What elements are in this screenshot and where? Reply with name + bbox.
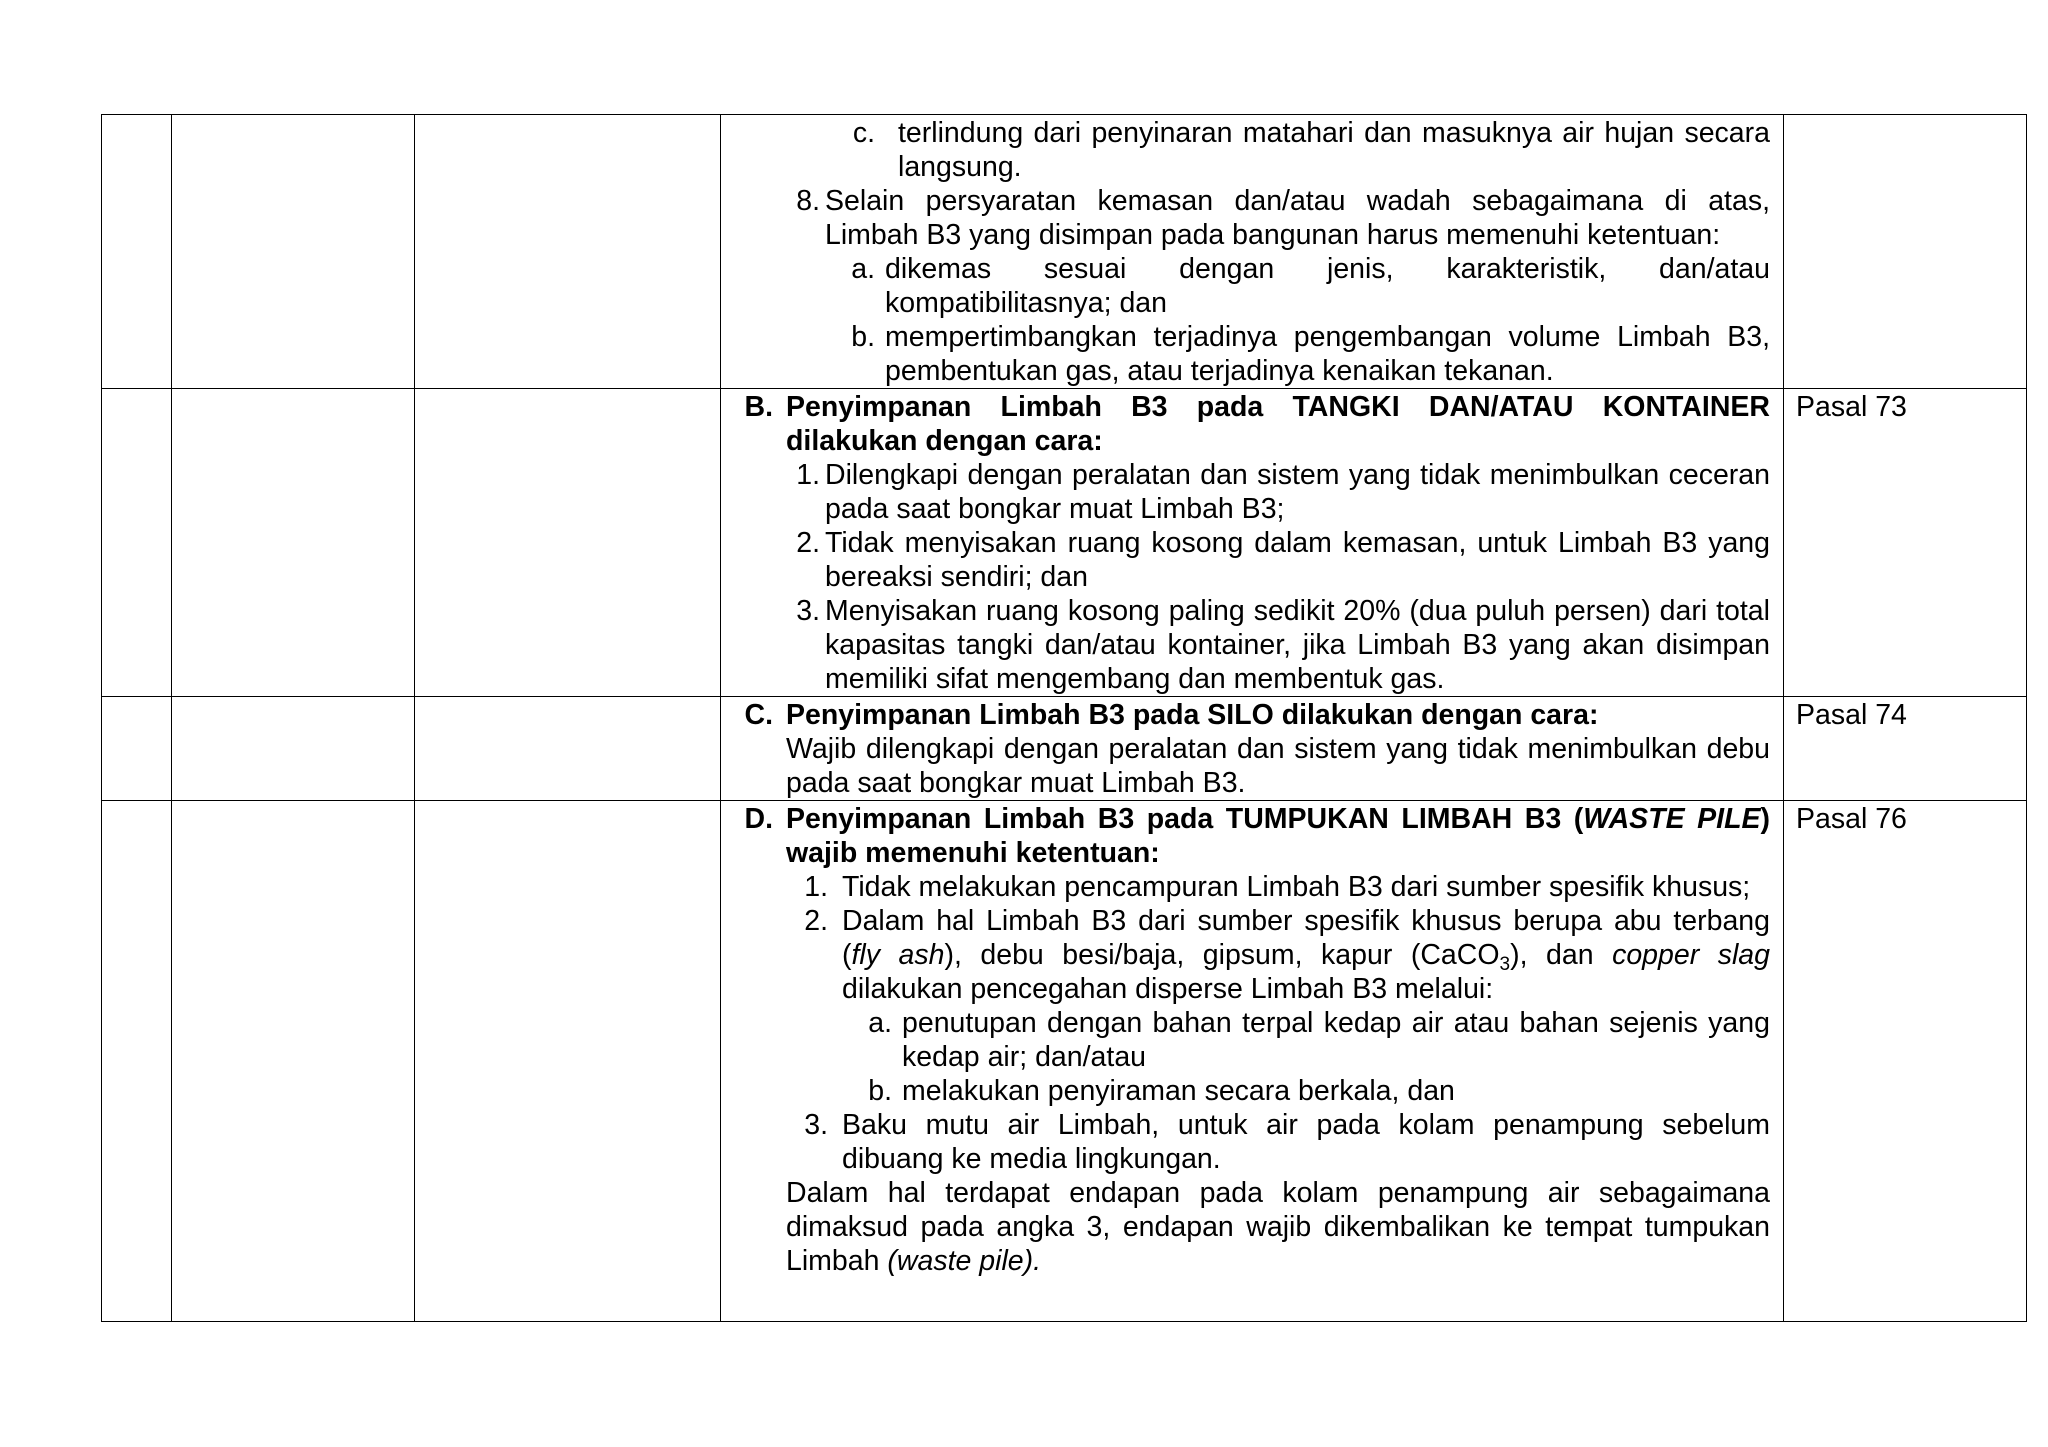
section-heading-text xyxy=(773,802,1770,870)
list-text: Dilengkapi dengan peralatan dan sistem yang tidak menimbulkan ceceran pada saat bongkar muat Limbah B3; xyxy=(825,459,1770,525)
text-italic: copper slag xyxy=(1612,939,1771,971)
list-text: terlindung dari penyinaran matahari dan masuknya air hujan secara langsung. xyxy=(898,117,1770,183)
text-subscript: 3 xyxy=(1499,954,1511,975)
text-run: ), dan xyxy=(1510,939,1613,971)
list-item xyxy=(743,1006,1770,1074)
text-run: ), debu besi/baja, gipsum, kapur (CaCO xyxy=(944,939,1500,971)
list-item xyxy=(743,526,1770,594)
list-marker: a. xyxy=(851,253,875,285)
list-marker: 3. xyxy=(804,1109,828,1141)
list-item xyxy=(743,458,1770,526)
text-italic: (waste pile). xyxy=(887,1245,1042,1277)
list-text: Baku mutu air Limbah, untuk air pada kolam penampung sebelum dibuang ke media lingkungan. xyxy=(842,1109,1770,1175)
article-reference: Pasal 73 xyxy=(1784,389,2027,697)
list-text: dikemas sesuai dengan jenis, karakteristik, dan/atau kompatibilitasnya; dan xyxy=(885,253,1770,319)
heading-part: ) wajib memenuhi ketentuan: xyxy=(786,803,1770,869)
list-item xyxy=(743,1074,1770,1108)
heading-part: Penyimpanan Limbah B3 pada TUMPUKAN LIMBAH B3 ( xyxy=(786,803,1584,835)
list-item xyxy=(743,904,1770,1006)
list-text: Selain persyaratan kemasan dan/atau wadah sebagaimana di atas, Limbah B3 yang disimpan pada bangunan harus memenuhi ketentuan: xyxy=(825,185,1770,251)
content-cell xyxy=(721,115,1784,389)
section-marker: B. xyxy=(744,391,773,423)
section-marker: C. xyxy=(744,699,773,731)
content-cell xyxy=(721,801,1784,1322)
heading-italic: WASTE PILE xyxy=(1583,803,1761,835)
list-marker: c. xyxy=(852,117,875,149)
list-text: mempertimbangkan terjadinya pengembangan volume Limbah B3, pembentukan gas, atau terjadinya kenaikan tekanan. xyxy=(885,321,1770,387)
section-heading xyxy=(743,802,1770,870)
list-marker: 8. xyxy=(796,185,820,217)
empty-cell xyxy=(102,115,172,389)
list-marker: b. xyxy=(868,1075,892,1107)
empty-cell xyxy=(102,801,172,1322)
list-item xyxy=(743,870,1770,904)
list-marker: a. xyxy=(868,1007,892,1039)
empty-cell xyxy=(102,389,172,697)
list-marker: 2. xyxy=(804,905,828,937)
table-row xyxy=(102,801,2027,1322)
empty-cell xyxy=(172,115,415,389)
empty-cell xyxy=(415,697,721,801)
article-reference: Pasal 76 xyxy=(1784,801,2027,1322)
list-item xyxy=(743,184,1770,252)
section-heading-text: Penyimpanan Limbah B3 pada TANGKI DAN/ATAU KONTAINER dilakukan dengan cara: xyxy=(786,391,1770,457)
list-item xyxy=(743,116,1770,184)
content-cell xyxy=(721,389,1784,697)
empty-cell xyxy=(415,115,721,389)
text-italic: fly ash xyxy=(851,939,945,971)
article-reference: Pasal 74 xyxy=(1784,697,2027,801)
section-heading-text: Penyimpanan Limbah B3 pada SILO dilakukan dengan cara: xyxy=(786,699,1599,731)
list-text: Menyisakan ruang kosong paling sedikit 20% (dua puluh persen) dari total kapasitas tangki dan/atau kontainer, jika Limbah B3 yang akan disimpan memiliki sifat mengembang dan membentuk gas. xyxy=(825,595,1770,695)
section-closing xyxy=(743,1176,1770,1278)
section-marker: D. xyxy=(744,803,773,835)
section-body: Wajib dilengkapi dengan peralatan dan sistem yang tidak menimbulkan debu pada saat bongkar muat Limbah B3. xyxy=(786,733,1770,799)
empty-cell xyxy=(415,389,721,697)
list-item xyxy=(743,1108,1770,1176)
list-marker: 2. xyxy=(796,527,820,559)
empty-cell xyxy=(102,697,172,801)
list-text: penutupan dengan bahan terpal kedap air atau bahan sejenis yang kedap air; dan/atau xyxy=(902,1007,1770,1073)
section-heading xyxy=(743,698,1770,732)
list-item xyxy=(743,252,1770,320)
list-marker: 3. xyxy=(796,595,820,627)
list-marker: b. xyxy=(851,321,875,353)
list-text xyxy=(828,904,1770,1006)
empty-cell xyxy=(415,801,721,1322)
table-row xyxy=(102,697,2027,801)
regulation-table xyxy=(101,114,2027,1322)
section-heading xyxy=(743,390,1770,458)
empty-cell xyxy=(172,389,415,697)
list-text: melakukan penyiraman secara berkala, dan xyxy=(902,1075,1455,1107)
empty-cell xyxy=(1784,115,2027,389)
text-run: Dalam hal terdapat endapan pada kolam penampung air sebagaimana dimaksud pada angka 3, endapan wajib dikembalikan ke tempat tumpukan Limbah xyxy=(786,1177,1770,1277)
empty-cell xyxy=(172,801,415,1322)
empty-cell xyxy=(172,697,415,801)
list-item xyxy=(743,594,1770,696)
list-text: Tidak menyisakan ruang kosong dalam kemasan, untuk Limbah B3 yang bereaksi sendiri; dan xyxy=(825,527,1770,593)
content-cell xyxy=(721,697,1784,801)
text-run: dilakukan pencegahan disperse Limbah B3 melalui: xyxy=(842,973,1494,1005)
list-marker: 1. xyxy=(804,871,828,903)
list-marker: 1. xyxy=(796,459,820,491)
table-row xyxy=(102,389,2027,697)
list-text: Tidak melakukan pencampuran Limbah B3 dari sumber spesifik khusus; xyxy=(842,871,1751,903)
table-row xyxy=(102,115,2027,389)
text-run: Dalam hal Limbah B3 dari sumber spesifik khusus berupa abu terbang ( xyxy=(842,905,1770,971)
list-item xyxy=(743,320,1770,388)
